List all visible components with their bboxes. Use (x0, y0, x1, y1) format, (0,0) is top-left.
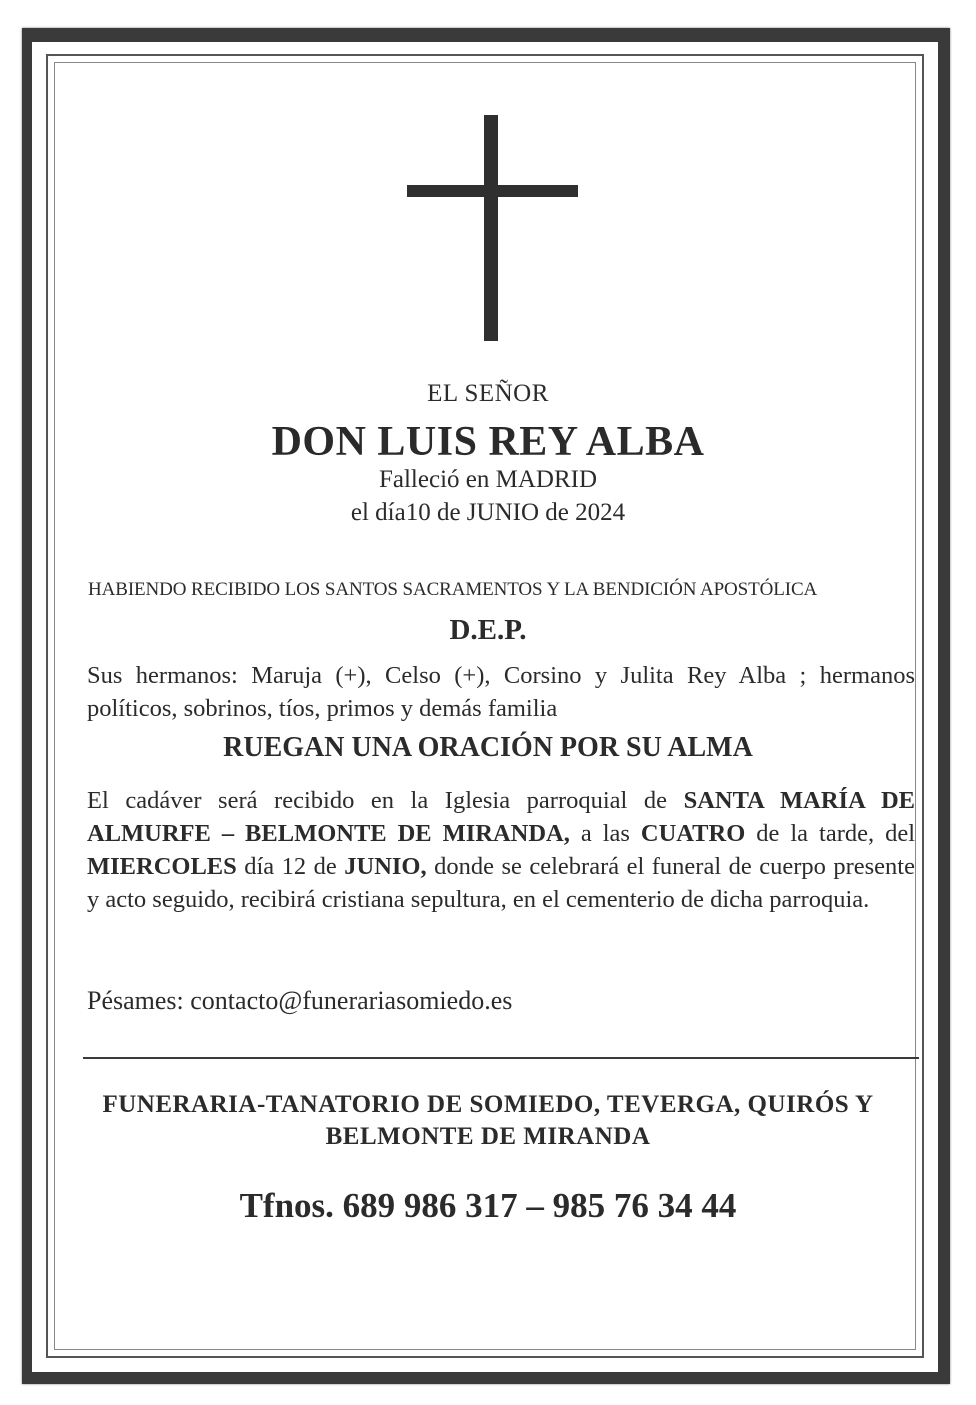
service-text-3: de la tarde, del (745, 820, 916, 847)
service-paragraph (87, 784, 915, 916)
service-hour: CUATRO (640, 820, 746, 847)
intro-line: EL SEÑOR (427, 380, 549, 407)
death-place: Falleció en MADRID (378, 466, 598, 493)
deceased-name: DON LUIS REY ALBA (271, 419, 705, 465)
family-paragraph: Sus hermanos: Maruja (+), Celso (+), Corsino y Julita Rey Alba ; hermanos políticos, sobrinos, tíos, primos y demás familia (87, 662, 915, 722)
service-text-1: El cadáver será recibido en la Iglesia parroquial de (87, 787, 684, 814)
church-name: SANTA MARÍA DE ALMURFE – BELMONTE DE MIRANDA, (87, 787, 916, 847)
service-text-2: a las (569, 820, 641, 847)
funeraria-line-2: BELMONTE DE MIRANDA (325, 1123, 651, 1150)
sacraments-line: HABIENDO RECIBIDO LOS SANTOS SACRAMENTOS Y LA BENDICIÓN APOSTÓLICA (88, 579, 818, 600)
funeraria-name (0, 1089, 976, 1153)
condolences-contact: Pésames: contacto@funerariasomiedo.es (87, 986, 513, 1015)
death-date: el día10 de JUNIO de 2024 (350, 499, 626, 526)
funeraria-line-1: FUNERARIA-TANATORIO DE SOMIEDO, TEVERGA, QUIRÓS Y (102, 1091, 874, 1118)
phone-numbers: Tfnos. 689 986 317 – 985 76 34 44 (239, 1186, 737, 1225)
service-text-5: donde se celebrará el funeral de cuerpo presente y acto seguido, recibirá cristiana sepultura, en el cementerio de dicha parroquia. (87, 853, 915, 913)
service-text-4: día 12 de (236, 853, 345, 880)
service-month: JUNIO, (344, 853, 427, 880)
service-day: MIERCOLES (87, 853, 237, 880)
prayer-heading: RUEGAN UNA ORACIÓN POR SU ALMA (223, 732, 753, 763)
dep-heading: D.E.P. (449, 614, 527, 646)
divider (83, 1057, 919, 1059)
cross-vertical-bar (484, 115, 498, 341)
cross-horizontal-bar (407, 185, 578, 197)
